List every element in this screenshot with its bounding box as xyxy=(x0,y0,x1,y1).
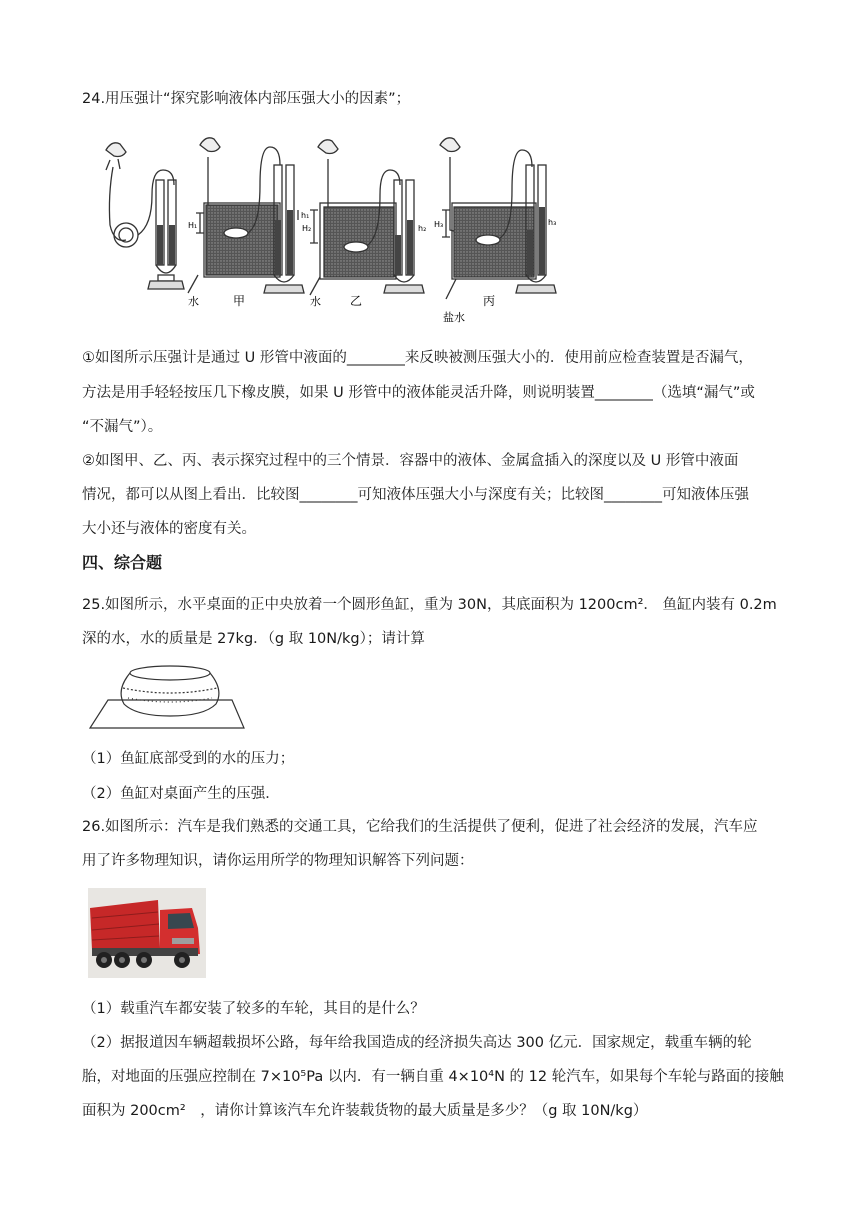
q24-part2-line1: ②如图甲、乙、丙、表示探究过程中的三个情景．容器中的液体、金属盒插入的深度以及 U 形管中液面 xyxy=(82,453,739,469)
label-h2: h₂ xyxy=(418,224,427,233)
q26-line1: 26.如图所示：汽车是我们熟悉的交通工具，它给我们的生活提供了便利，促进了社会经济的发展，汽车应 xyxy=(82,819,758,835)
q25-sub2: （2）鱼缸对桌面产生的压强． xyxy=(82,786,280,802)
section-heading: 四、综合题 xyxy=(82,553,163,572)
q26-sub2-line3: 面积为 200cm² ，请你计算该汽车允许装载货物的最大质量是多少？（g 取 10N/kg） xyxy=(82,1103,648,1119)
label-H3: H₃ xyxy=(434,220,444,229)
label-water-1: 水 xyxy=(188,295,199,308)
fish-tank-figure xyxy=(88,660,248,732)
q24-title: 24.用压强计“探究影响液体内部压强大小的因素”； xyxy=(82,91,411,107)
label-saltwater: 盐水 xyxy=(443,311,465,324)
truck-windshield xyxy=(168,913,194,929)
q25-line1: 25.如图所示，水平桌面的正中央放着一个圆形鱼缸，重为 30N，其底面积为 1200cm²． 鱼缸内装有 0.2m xyxy=(82,597,777,613)
q25-sub1: （1）鱼缸底部受到的水的压力； xyxy=(82,751,295,767)
q24-part1-line2: 方法是用手轻轻按压几下橡皮膜，如果 U 形管中的液体能灵活升降，则说明装置________（选填“漏气”或 xyxy=(82,385,755,401)
pressure-gauge-figure xyxy=(88,125,558,330)
tank-rim xyxy=(130,666,210,680)
gauge-jia xyxy=(188,138,304,293)
dump-truck-image xyxy=(88,888,206,978)
gauge-yi xyxy=(310,140,427,295)
table-top xyxy=(90,700,244,728)
water-surface xyxy=(123,688,217,693)
label-H1: H₁ xyxy=(188,221,198,230)
q24-part1-line3: “不漏气”）。 xyxy=(82,419,163,435)
q25-line2: 深的水，水的质量是 27kg．（g 取 10N/kg）；请计算 xyxy=(82,631,425,647)
label-h1: h₁ xyxy=(301,211,310,220)
label-jia: 甲 xyxy=(233,294,246,308)
label-bing: 丙 xyxy=(483,294,496,308)
q24-part2-line3: 大小还与液体的密度有关。 xyxy=(82,521,256,537)
q26-sub1: （1）载重汽车都安装了较多的车轮，其目的是什么？ xyxy=(82,1001,425,1017)
label-yi: 乙 xyxy=(350,294,363,308)
q26-sub2-line2: 胎，对地面的压强应控制在 7×10⁵Pa 以内．有一辆自重 4×10⁴N 的 12 轮汽车，如果每个车轮与路面的接触 xyxy=(82,1069,784,1085)
q26-line2: 用了许多物理知识，请你运用所学的物理知识解答下列问题： xyxy=(82,853,474,869)
gauge-standalone xyxy=(106,143,184,289)
q24-part1-line1: ①如图所示压强计是通过 U 形管中液面的________来反映被测压强大小的．使用前应检查装置是否漏气， xyxy=(82,350,753,366)
label-water-2: 水 xyxy=(310,295,321,308)
gauge-bing xyxy=(440,138,556,299)
q26-sub2-line1: （2）据报道因车辆超载损坏公路，每年给我国造成的经济损失高达 300 亿元．国家规定，载重车辆的轮 xyxy=(82,1035,752,1051)
label-H2: H₂ xyxy=(302,224,312,233)
label-h3: h₃ xyxy=(548,218,557,227)
q24-part2-line2: 情况，都可以从图上看出．比较图________可知液体压强大小与深度有关；比较图________可知液体压强 xyxy=(82,487,749,503)
